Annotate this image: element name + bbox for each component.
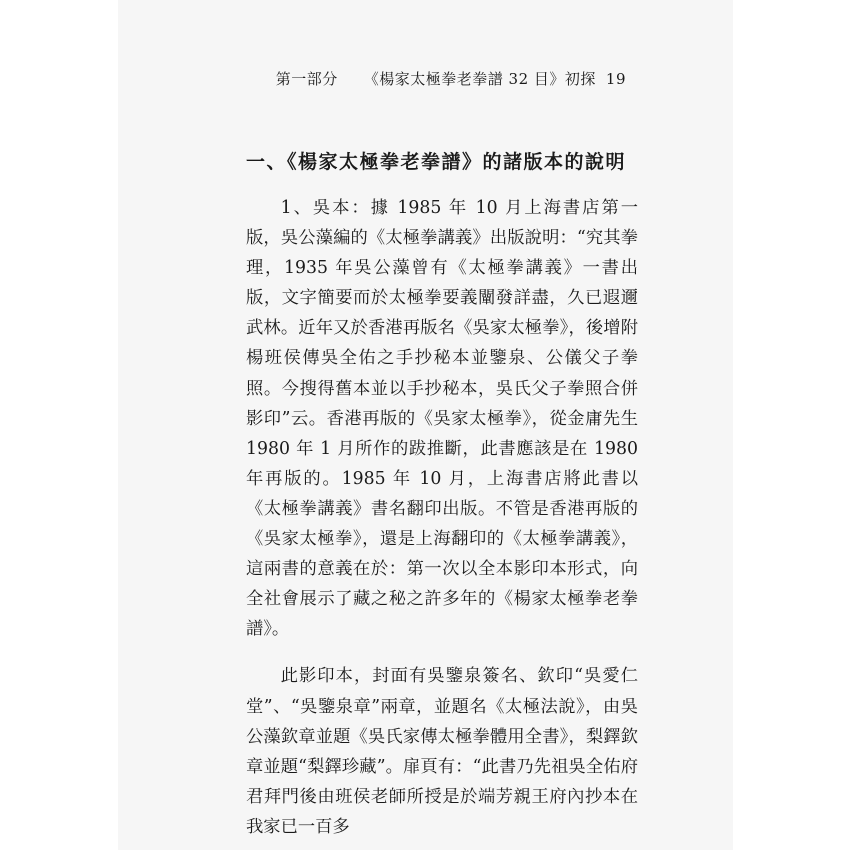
section-title: 一、《楊家太極拳老拳譜》的諸版本的說明 bbox=[246, 151, 627, 173]
running-head-book-title: 《楊家太極拳老拳譜 32 目》初探 bbox=[363, 70, 596, 88]
body-text bbox=[246, 193, 638, 859]
paragraph: 此影印本，封面有吳鑒泉簽名、欽印“吳愛仁堂”、“吳鑒泉章”兩章，並題名《太極法說》，由吳公藻欽章並題《吳氏家傳太極拳體用全書》，梨鐸欽章並題“梨鐸珍藏”。扉頁有：“此書乃先祖吳全佑府君拜門後由班侯老師所授是於端芳親王府內抄本在我家已一百多 bbox=[246, 666, 638, 837]
page-number: 19 bbox=[605, 70, 626, 88]
running-head bbox=[118, 68, 626, 89]
paragraph: 1、吳本：據 1985 年 10 月上海書店第一版，吳公藻編的《太極拳講義》出版說明：“究其拳理，1935 年吳公藻曾有《太極拳講義》一書出版，文字簡要而於太極拳要義闡發詳盡，久已遐邇武林。近年又於香港再版名《吳家太極拳》，後增附楊班侯傳吳全佑之手抄秘本並鑒泉、公儀父子拳照。今搜得舊本並以手抄秘本，吳氏父子拳照合併影印”云。香港再版的《吳家太極拳》，從金庸先生 1980 年 1 月所作的跋推斷，此書應該是在 1980 年再版的。1985 年 10 月，上海書店將此書以《太極拳講義》書名翻印出版。不管是香港再版的《吳家太極拳》，還是上海翻印的《太極拳講義》，這兩書的意義在於：第一次以全本影印本形式，向全社會展示了藏之秘之許多年的《楊家太極拳老拳譜》。 bbox=[246, 198, 638, 640]
running-head-part: 第一部分 bbox=[275, 70, 338, 88]
